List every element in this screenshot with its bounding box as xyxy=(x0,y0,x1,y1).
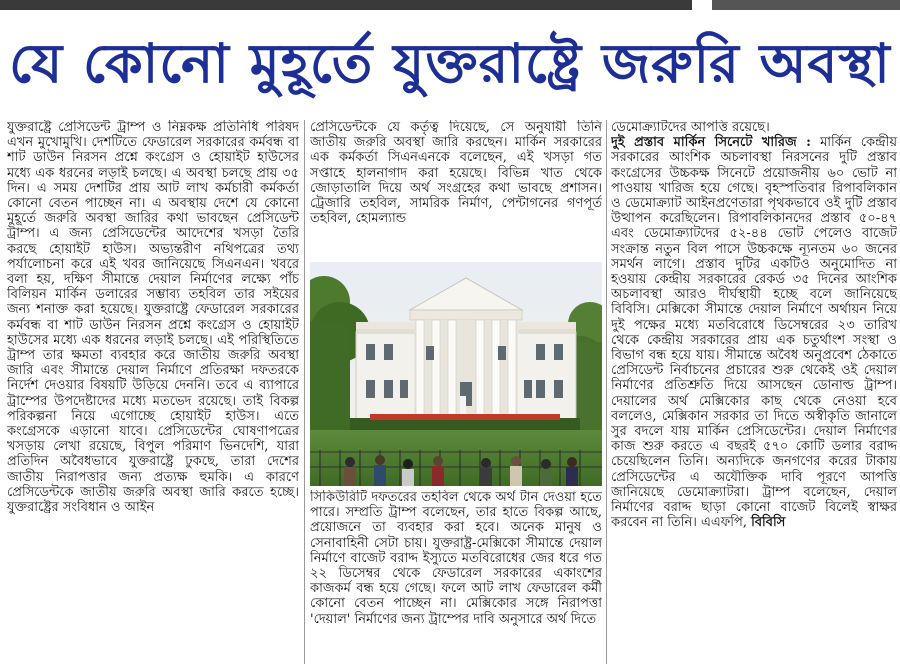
column-divider-2 xyxy=(606,120,607,664)
column-divider-1 xyxy=(304,120,305,664)
white-house-photo xyxy=(310,262,602,486)
article-column-2-top xyxy=(310,120,602,258)
column-2-top-text: প্রেসিডেন্টকে যে কর্তৃত্ব দিয়েছে, সে অনুযায়ী তিনি জাতীয় জরুরি অবস্থা জারি করছেন। মার্কিন সরকারের এক কর্মকর্তা সিএনএনকে বলেছেন, এই খসড়া গত সপ্তাহে হালনাগাদ করা হয়েছে। বিভিন্ন খাত থেকে জোড়াতালি দিয়ে অর্থ সংগ্রহের কথা ভাবছে প্রশাসন। ট্রেজারি তহবিল, সামরিক নির্মাণ, পেন্টাগনের গণপূর্ত তহবিল, হোমল্যান্ড xyxy=(310,120,602,227)
article-column-3 xyxy=(611,120,897,664)
column-3-subhead: দুই প্রস্তাব মার্কিন সিনেটে খারিজ : xyxy=(611,135,811,151)
headline: যে কোনো মুহূর্তে যুক্তরাষ্ট্রে জরুরি অবস্থা xyxy=(9,32,891,95)
top-rule-bar xyxy=(0,0,900,10)
column-3-intro: ডেমোক্র্যাটদের আপত্তি রয়েছে। xyxy=(611,120,770,135)
article-column-2-bottom xyxy=(310,490,602,664)
column-1-text: যুক্তরাষ্ট্রে প্রেসিডেন্ট ট্রাম্প ও নিম্নকক্ষ প্রতিনিধি পরিষদ এখন মুখোমুখি। দেশটিতে ফেডারেল সরকারের কর্মবন্ধ বা শাট ডাউন নিরসন প্রশ্নে কংগ্রেস ও হোয়াইট হাউসের মধ্যে এক ধরনের লড়াই চলছে। এ অবস্থা চলছে প্রায় ৩৫ দিন। এ সময় দেশটির প্রায় আট লাখ কর্মচারী কর্মকর্তা কোনো বেতন পাচ্ছেন না। এ অবস্থায় দেশে যে কোনো মুহূর্তে জরুরি অবস্থা জারির কথা ভাবছেন প্রেসিডেন্ট ট্রাম্প। এ জন্য প্রেসিডেন্টের আদেশের খসড়া তৈরি করছে হোয়াইট হাউস। অভ্যন্তরীণ নথিপত্রের তথ্য পর্যালোচনা করে এই খবর জানিয়েছে সিএনএন। খবরে বলা হয়, দক্ষিণ সীমান্তে দেয়াল নির্মাণের লক্ষ্যে পাঁচ বিলিয়ন মার্কিন ডলারের সম্ভাব্য তহবিল তার সইয়ের জন্য শনাক্ত করা হয়েছে। যুক্তরাষ্ট্রে ফেডারেল সরকারের কর্মবন্ধ বা শাট ডাউন নিরসন প্রশ্নে কংগ্রেস ও হোয়াইট হাউসের মধ্যে এক ধরনের লড়াই চলছে। এই পরিস্থিতিতে ট্রাম্প তার ক্ষমতা ব্যবহার করে জাতীয় জরুরি অবস্থা জারি এবং সীমান্তে দেয়াল নির্মাণে প্রতিরক্ষা দফতরকে নির্দেশ দেওয়ার বিষয়টি উড়িয়ে দেননি। তবে এ ব্যাপারে ট্রাম্পের উপদেষ্টাদের মধ্যে মতভেদ রয়েছে। তাই বিকল্প পরিকল্পনা নিয়ে এগোচ্ছে হোয়াইট হাউস। এতে কংগ্রেসকে এড়ানো যাবে। প্রেসিডেন্টের ঘোষণাপত্রের খসড়ায় লেখা রয়েছে, বিপুল পরিমাণ ভিনদেশি, যারা প্রতিদিন অবৈধভাবে যুক্তরাষ্ট্রে ঢুকছে, তারা দেশের জাতীয় নিরাপত্তার জন্য প্রত্যক্ষ হুমকি। এ কারণে প্রেসিডেন্টকে জাতীয় জরুরি অবস্থা জারি করতে হচ্ছে। যুক্তরাষ্ট্রের সংবিধান ও আইন xyxy=(7,120,299,516)
article-column-1 xyxy=(7,120,299,664)
top-rule-right xyxy=(712,0,900,10)
top-rule-left xyxy=(0,0,692,10)
column-2-bottom-text: সিকিউরিটি দফতরের তহবিল থেকে অর্থ টান দেওয়া হতে পারে। সম্প্রতি ট্রাম্প বলেছেন, তার হাতে বিকল্প আছে, প্রয়োজনে তা ব্যবহার করা হবে। অনেক মানুষ ও সেনাবাহিনী সেটা চায়। যুক্তরাষ্ট্র-মেক্সিকো সীমান্তে দেয়াল নির্মাণে বাজেট বরাদ্দ ইস্যুতে মতবিরোধের জের ধরে গত ২২ ডিসেম্বর থেকে ফেডারেল সরকারের একাংশের কাজকর্ম বন্ধ হয়ে গেছে। ফলে আট লাখ ফেডারেল কর্মী কোনো বেতন পাচ্ছেন না। মেক্সিকোর সঙ্গে নিরাপত্তা 'দেয়াল' নির্মাণের জন্য ট্রাম্পের দাবি অনুসারে অর্থ দিতে xyxy=(310,490,602,627)
column-3-paragraph xyxy=(611,135,897,530)
column-3-body: মার্কিন কেন্দ্রীয় সরকারের আংশিক অচলাবস্থা নিরসনের দুটি প্রস্তাব কংগ্রেসের উচ্চকক্ষ সিনেটে প্রয়োজনীয় ৬০ ভোট না পাওয়ায় খারিজ হয়ে গেছে। বৃহস্পতিবার রিপাবলিকান ও ডেমোক্র্যাট আইনপ্রণেতারা পৃথকভাবে ওই দুটি প্রস্তাব উত্থাপন করেছিলেন। রিপাবলিকানদের প্রস্তাব ৫০-৪৭ এবং ডেমোক্র্যাটদের ৫২-৪৪ ভোট পেলেও বাজেট সংক্রান্ত নতুন বিল পাসে উচ্চকক্ষে ন্যূনতম ৬০ জনের সমর্থন লাগে। প্রস্তাব দুটির একটিও অনুমোদিত না হওয়ায় কেন্দ্রীয় সরকারের রেকর্ড ৩৫ দিনের আংশিক অচলাবস্থা আরও দীর্ঘস্থায়ী হচ্ছে বলে জানিয়েছে বিবিসি। মেক্সিকো সীমান্তে দেয়াল নির্মাণে অর্থায়ন নিয়ে দুই পক্ষের মধ্যে মতবিরোধে ডিসেম্বরের ২৩ তারিখ থেকে কেন্দ্রীয় সরকারের প্রায় এক চতুর্থাংশ সংস্থা ও বিভাগ বন্ধ হয়ে যায়। সীমান্তে অবৈধ অনুপ্রবেশ ঠেকাতে প্রেসিডেন্ট নির্বাচনের প্রচারের শুরু থেকেই ওই দেয়াল নির্মাণের প্রতিশ্রুতি দিয়ে আসছেন ডোনাল্ড ট্রাম্প। দেয়ালের অর্থ মেক্সিকোর কাছ থেকে নেওয়া হবে বললেও, মেক্সিকান সরকার তা দিতে অস্বীকৃতি জানালে সুর বদলে যায় মার্কিন প্রেসিডেন্টের। দেয়াল নির্মাণের কাজ শুরু করতে এ বছরই ৫৭০ কোটি ডলার বরাদ্দ চেয়েছিলেন তিনি। অন্যদিকে জনগণের করের টাকায় প্রেসিডেন্টের এ অযৌক্তিক দাবি পূরণে আপত্তি জানিয়েছে ডেমোক্র্যাটরা। ট্রাম্প বলেছেন, দেয়াল নির্মাণের বরাদ্দ ছাড়া কোনো বাজেট বিলেই স্বাক্ষর করবেন না তিনি। এএফপি, xyxy=(611,135,897,531)
column-3-source: বিবিসি xyxy=(751,515,786,531)
